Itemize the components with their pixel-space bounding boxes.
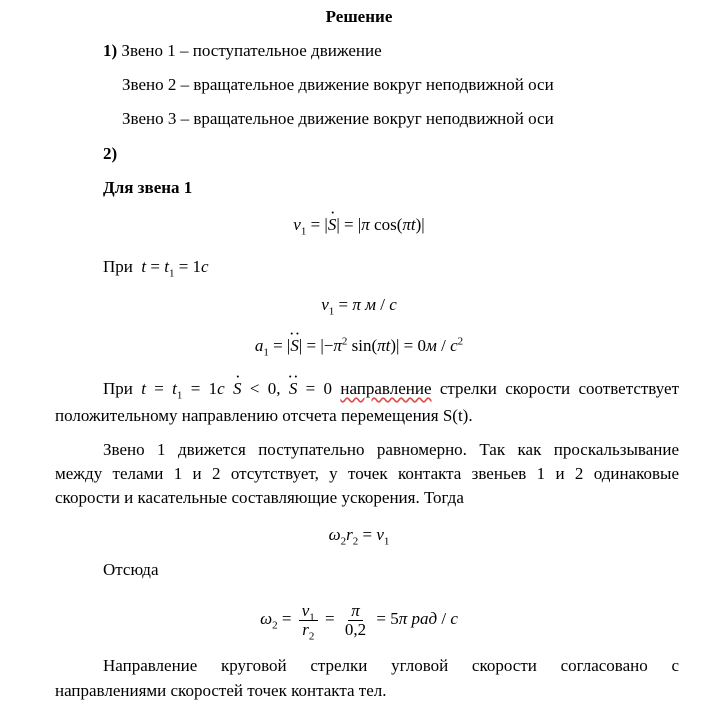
at-time-line: При $t = t_1 = 1c$ [103, 257, 209, 280]
formula-a1: $a_1 = |S$ ··| = $|-\pi^2$ $\sin(\pi t)| = 0м / c^2$ [0, 336, 718, 356]
wavy-word: направление [340, 379, 432, 398]
paragraph-1-line-2: положительному направлению отсчета перемещения S(t). [55, 406, 473, 425]
paragraph-1-tail: стрелки скорости соответствует [431, 379, 679, 398]
item-1-text: Звено 1 – поступательное движение [121, 41, 382, 60]
at-time-label: При [103, 257, 133, 276]
paragraph-2-line-2: между телами 1 и 2 отсутствует, у точек контакта звеньев 1 и 2 одинаковые [55, 464, 679, 483]
paragraph-1-lead: При [103, 379, 133, 398]
item-2-number: 2) [103, 144, 118, 163]
item-1 [103, 41, 382, 61]
item-1-line-3: Звено 3 – вращательное движение вокруг неподвижной оси [122, 109, 554, 128]
paragraph-3-line-1: Направление круговой стрелки угловой скорости согласовано с [103, 656, 679, 675]
formula-v1-value: $v_1 = \pi$ м / c [321, 295, 397, 318]
formula-v1: $v_1 = |S$ ·| = |π cos(πt)| [0, 215, 718, 235]
formula-omega2: $\omega_2$ = $\frac{v_1}{r_2}$ = $\frac{\pi}{0,2}$ = 5π рад / c [260, 600, 458, 642]
paragraph-3-line-2: направлениями скоростей точек контакта тел. [55, 681, 387, 700]
item-1-line-2: Звено 2 – вращательное движение вокруг неподвижной оси [122, 75, 554, 94]
paragraph-2-line-3: скорости и касательные составляющие ускорения. Тогда [55, 488, 464, 507]
otsyuda-label: Отсюда [103, 560, 159, 579]
page-title: Решение [325, 7, 393, 26]
formula-omega-r: $\omega_2r_2 = v_1$ [328, 525, 390, 548]
paragraph-1-line-1: При $t = t_1 = 1c$ S · < 0, S ·· = 0 направление стрелки скорости соответствует [55, 379, 679, 399]
paragraph-2-line-1: Звено 1 движется поступательно равномерно. Так как проскальзывание [103, 440, 679, 459]
section-heading: Для звена 1 [103, 178, 193, 197]
item-1-number: 1) [103, 41, 118, 60]
